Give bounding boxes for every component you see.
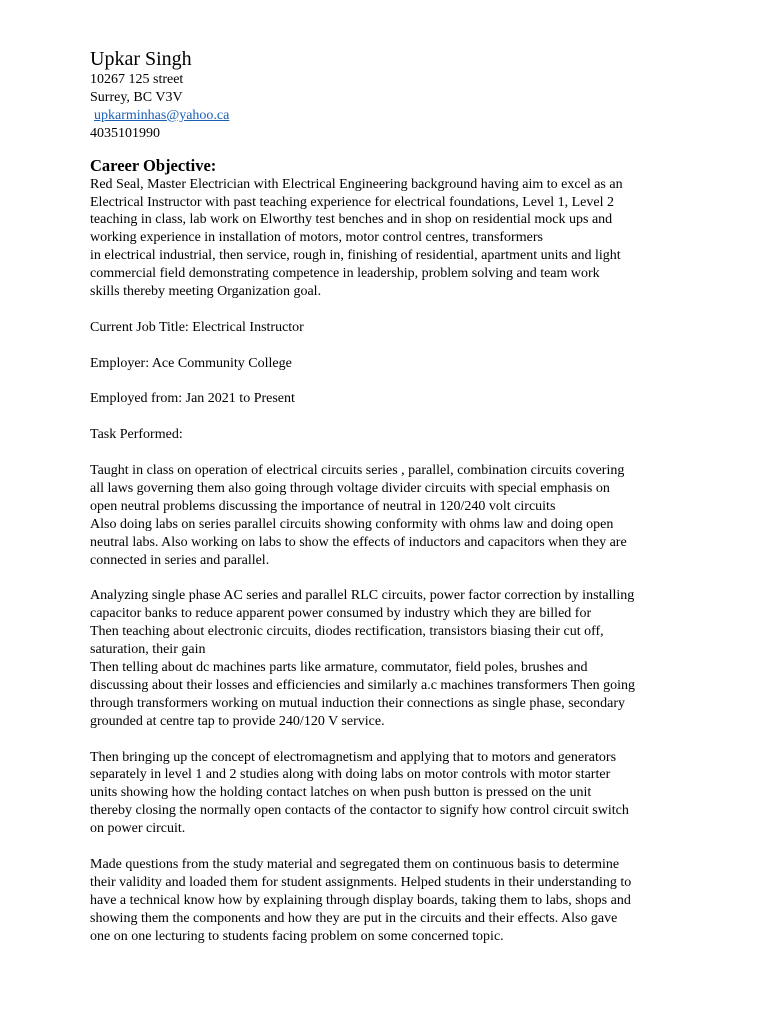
objective-line: commercial field demonstrating competence in leadership, problem solving and team work (90, 266, 600, 282)
task-line: Analyzing single phase AC series and parallel RLC circuits, power factor correction by installing (90, 588, 635, 604)
applicant-name: Upkar Singh (90, 48, 192, 70)
objective-line: teaching in class, lab work on Elworthy test benches and in shop on residential mock ups and (90, 212, 613, 228)
task-line: thereby closing the normally open contacts of the contactor to signify how control circuit switch (90, 803, 629, 819)
task-line: grounded at centre tap to provide 240/120 V service. (90, 713, 385, 729)
objective-line: skills thereby meeting Organization goal. (90, 284, 322, 300)
task-line: one on one lecturing to students facing problem on some concerned topic. (90, 928, 504, 944)
task-line: through transformers working on mutual induction their connections as single phase, secondary (90, 695, 625, 711)
email-link[interactable]: upkarminhas@yahoo.ca (94, 107, 230, 123)
objective-line: working experience in installation of motors, motor control centres, transformers (90, 230, 543, 246)
career-objective-text (90, 176, 682, 301)
tasks-heading: Task Performed: (90, 427, 183, 443)
resume-page (90, 47, 682, 945)
task-line: Taught in class on operation of electrical circuits series , parallel, combination circuits covering (90, 463, 625, 479)
objective-line: Electrical Instructor with past teaching experience for electrical foundations, Level 1, Level 2 (90, 194, 614, 210)
task-line: their validity and loaded them for student assignments. Helped students in their understanding to (90, 874, 632, 890)
current-job-title: Current Job Title: Electrical Instructor (90, 319, 304, 335)
task-line: neutral labs. Also working on labs to show the effects of inductors and capacitors when they are (90, 534, 627, 550)
task-line: all laws governing them also going through voltage divider circuits with special emphasis on (90, 480, 610, 496)
task-line: Then teaching about electronic circuits, diodes rectification, transistors biasing their cut off, (90, 624, 604, 640)
city-address: Surrey, BC V3V (90, 89, 183, 105)
task-line: capacitor banks to reduce apparent power consumed by industry which they are billed for (90, 606, 592, 622)
objective-line: Red Seal, Master Electrician with Electrical Engineering background having aim to excel as an (90, 176, 623, 192)
task-line: units showing how the holding contact latches on when push button is pressed on the unit (90, 785, 592, 801)
contact-block (90, 47, 682, 143)
task-line: Then telling about dc machines parts like armature, commutator, field poles, brushes and (90, 660, 588, 675)
task-paragraph (90, 462, 682, 569)
task-line: separately in level 1 and 2 studies along with doing labs on motor controls with motor starter (90, 767, 611, 783)
task-paragraph (90, 749, 682, 839)
employment-period: Employed from: Jan 2021 to Present (90, 391, 295, 407)
task-line: discussing about their losses and efficiencies and similarly a.c machines transformers Then going (90, 677, 635, 693)
task-line: Then bringing up the concept of electromagnetism and applying that to motors and generators (90, 749, 617, 765)
task-line: have a technical know how by explaining through display boards, taking them to labs, shops and (90, 892, 631, 908)
task-line: connected in series and parallel. (90, 552, 270, 568)
task-paragraph (90, 587, 682, 730)
career-objective-heading: Career Objective: (90, 155, 217, 175)
task-line: open neutral problems discussing the importance of neutral in 120/240 volt circuits (90, 498, 556, 514)
street-address: 10267 125 street (90, 72, 184, 87)
employer: Employer: Ace Community College (90, 355, 292, 371)
task-line: showing them the components and how they are put in the circuits and their effects. Also gave (90, 910, 618, 926)
task-line: Made questions from the study material and segregated them on continuous basis to determine (90, 856, 620, 872)
task-line: saturation, their gain (90, 642, 206, 658)
task-line: Also doing labs on series parallel circuits showing conformity with ohms law and doing open (90, 516, 614, 532)
task-line: on power circuit. (90, 821, 186, 837)
task-paragraph (90, 856, 682, 946)
phone-number: 4035101990 (90, 125, 160, 141)
objective-line: in electrical industrial, then service, rough in, finishing of residential, apartment units and light (90, 248, 621, 264)
